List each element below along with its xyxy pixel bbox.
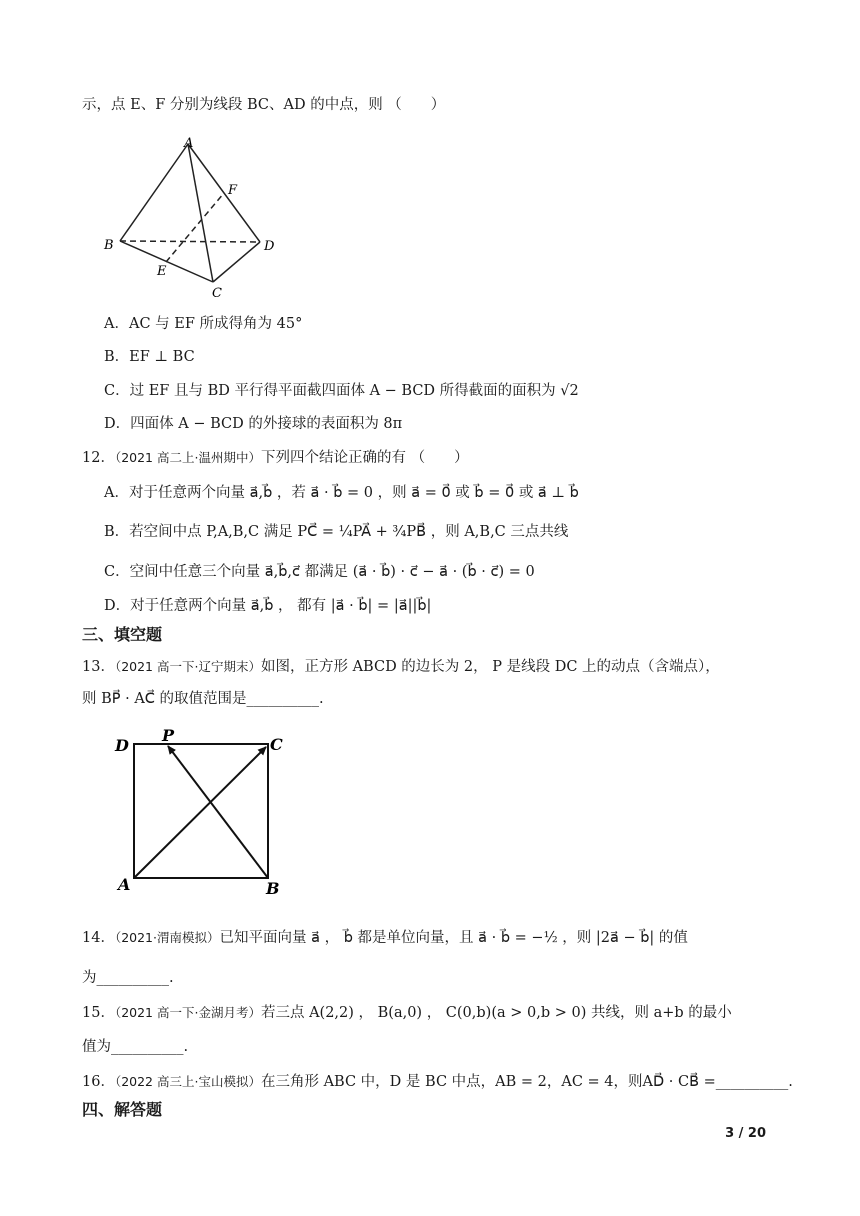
q12-option-b: B．若空间中点 P,A,B,C 满足 PC⃗ = ¼PA⃗ + ¾PB⃗ ，则 A,B,C 三点共线 bbox=[104, 524, 569, 540]
question-16 bbox=[82, 1072, 793, 1092]
tetrahedron-figure bbox=[100, 132, 290, 307]
question-source: （2021 高一下·辽宁期末） bbox=[114, 659, 261, 674]
square-figure bbox=[110, 728, 310, 898]
q11-option-b: B．EF ⊥ BC bbox=[104, 349, 195, 365]
question-source: （2021 高一下·金湖月考） bbox=[114, 1005, 261, 1020]
question-13-line-2: 则 BP⃗ · AC⃗ 的取值范围是__________. bbox=[82, 691, 324, 707]
vertex-label-a: A bbox=[184, 136, 194, 151]
vertex-label-a: A bbox=[118, 875, 131, 894]
point-label-f: F bbox=[228, 183, 238, 198]
section-heading-fill-in: 三、填空题 bbox=[82, 625, 163, 644]
question-stem: 下列四个结论正确的有 （ ） bbox=[260, 450, 469, 466]
question-stem: 若三点 A(2,2) ， B(a,0) ， C(0,b)(a > 0,b > 0) 共线，则 a+b 的最小 bbox=[260, 1005, 732, 1021]
question-stem: 已知平面向量 a⃗ ， b⃗ 都是单位向量，且 a⃗ · b⃗ = −½ ，则 |2a⃗ − b⃗| 的值 bbox=[219, 930, 688, 946]
question-number: 14． bbox=[82, 930, 115, 946]
question-number: 16． bbox=[82, 1074, 115, 1090]
vertex-label-c: C bbox=[212, 286, 222, 301]
page-number: 3 / 20 bbox=[725, 1126, 766, 1141]
question-source: （2021·渭南模拟） bbox=[114, 930, 220, 945]
q11-option-a: A．AC 与 EF 所成得角为 45° bbox=[104, 316, 303, 332]
vertex-label-d: D bbox=[264, 239, 275, 254]
vertex-label-c: C bbox=[270, 735, 283, 754]
vertex-label-b: B bbox=[266, 879, 280, 898]
q11-option-c: C．过 EF 且与 BD 平行得平面截四面体 A − BCD 所得截面的面积为 √2 bbox=[104, 383, 579, 399]
question-number: 12． bbox=[82, 450, 115, 466]
question-stem: 在三角形 ABC 中，D 是 BC 中点，AB = 2，AC = 4，则AD⃗ · CB⃗ =__________. bbox=[260, 1074, 793, 1090]
question-number: 15． bbox=[82, 1005, 115, 1021]
question-11-stem-continuation: 示，点 E、F 分别为线段 BC、AD 的中点，则 （ ） bbox=[82, 97, 446, 113]
question-stem: 如图，正方形 ABCD 的边长为 2， P 是线段 DC 上的动点（含端点）， bbox=[260, 659, 720, 675]
question-source: （2022 高三上·宝山模拟） bbox=[114, 1074, 261, 1089]
vertex-label-d: D bbox=[115, 736, 129, 755]
question-number: 13． bbox=[82, 659, 115, 675]
q12-option-a: A．对于任意两个向量 a⃗,b⃗ ，若 a⃗ · b⃗ = 0 ，则 a⃗ = 0⃗ 或 b⃗ = 0⃗ 或 a⃗ ⊥ b⃗ bbox=[104, 485, 579, 501]
question-source: （2021 高二上·温州期中） bbox=[114, 450, 261, 465]
q12-option-c: C．空间中任意三个向量 a⃗,b⃗,c⃗ 都满足 (a⃗ · b⃗) · c⃗ − a⃗ · (b⃗ · c⃗) = 0 bbox=[104, 564, 535, 580]
question-12 bbox=[82, 448, 469, 468]
point-label-e: E bbox=[157, 264, 167, 279]
q12-option-d: D．对于任意两个向量 a⃗,b⃗ ， 都有 |a⃗ · b⃗| = |a⃗||b⃗| bbox=[104, 598, 432, 614]
question-14-line-2: 为__________. bbox=[82, 970, 174, 986]
question-15-line-2: 值为__________. bbox=[82, 1039, 189, 1055]
point-label-p: P bbox=[162, 728, 175, 745]
section-heading-solutions: 四、解答题 bbox=[82, 1100, 163, 1119]
question-15-line-1 bbox=[82, 1003, 732, 1023]
question-14-line-1 bbox=[82, 928, 688, 948]
vertex-label-b: B bbox=[104, 238, 114, 253]
question-13-line-1 bbox=[82, 657, 720, 677]
q11-option-d: D．四面体 A − BCD 的外接球的表面积为 8π bbox=[104, 416, 403, 432]
